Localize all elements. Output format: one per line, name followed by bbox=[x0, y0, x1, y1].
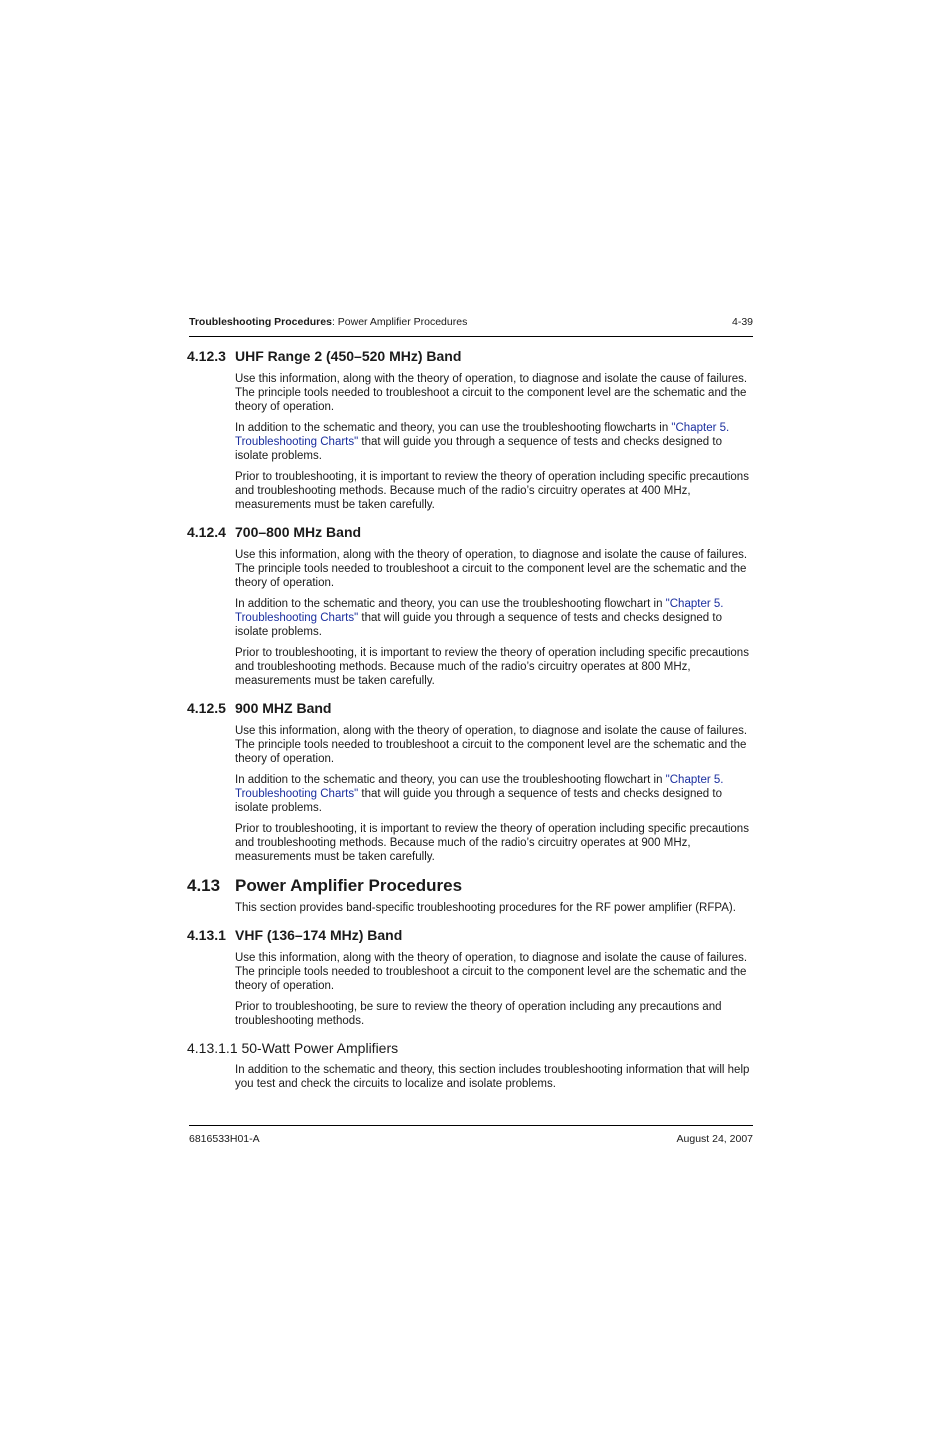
paragraph: This section provides band-specific troubleshooting procedures for the RF power amplifier (RFPA). bbox=[235, 902, 736, 914]
paragraph-text: In addition to the schematic and theory, you can use the troubleshooting flowcharts in bbox=[235, 422, 672, 434]
paragraph: Use this information, along with the theory of operation, to diagnose and isolate the cause of failures. The principle tools needed to troubleshoot a circuit to the component level are the schematic and the theory of operation. bbox=[235, 549, 748, 589]
page-header bbox=[189, 316, 753, 337]
page-content bbox=[187, 347, 755, 1091]
section-title: UHF Range 2 (450–520 MHz) Band bbox=[235, 348, 462, 364]
section-heading-4-13-1-1: 4.13.1.1 50-Watt Power Amplifiers bbox=[187, 1040, 399, 1056]
paragraph: Prior to troubleshooting, be sure to review the theory of operation including any precautions and troubleshooting methods. bbox=[235, 1001, 722, 1027]
paragraph: Use this information, along with the theory of operation, to diagnose and isolate the cause of failures. The principle tools needed to troubleshoot a circuit to the component level are the schematic and the theory of operation. bbox=[235, 725, 748, 765]
chapter-5-link[interactable]: "Chapter 5. Troubleshooting Charts" bbox=[235, 774, 724, 800]
paragraph-text: that will guide you through a sequence of tests and checks designed to isolate problems. bbox=[235, 436, 722, 462]
paragraph: Use this information, along with the theory of operation, to diagnose and isolate the cause of failures. The principle tools needed to troubleshoot a circuit to the component level are the schematic and the theory of operation. bbox=[235, 952, 748, 992]
section-number: 4.12.3 bbox=[187, 348, 226, 364]
section-title: VHF (136–174 MHz) Band bbox=[235, 927, 403, 943]
section-number: 4.12.4 bbox=[187, 524, 226, 540]
paragraph-text: that will guide you through a sequence of tests and checks designed to isolate problems. bbox=[235, 612, 722, 638]
header-subsection: : Power Amplifier Procedures bbox=[331, 316, 468, 328]
section-number: 4.13.1 bbox=[187, 927, 226, 943]
paragraph: Prior to troubleshooting, it is important to review the theory of operation including specific precautions and troubleshooting methods. Because much of the radio’s circuitry operates at 900 MHz, measurements must be taken carefully. bbox=[235, 823, 749, 863]
header-section: Troubleshooting Procedures bbox=[189, 316, 332, 328]
page-footer bbox=[189, 1125, 753, 1145]
paragraph bbox=[235, 773, 755, 815]
paragraph-text: In addition to the schematic and theory, you can use the troubleshooting flowchart in bbox=[235, 598, 666, 610]
section-heading-4-12-3 bbox=[187, 347, 755, 365]
section-title: 900 MHZ Band bbox=[235, 700, 332, 716]
section-number: 4.12.5 bbox=[187, 700, 226, 716]
paragraph-text: In addition to the schematic and theory, you can use the troubleshooting flowchart in bbox=[235, 774, 666, 786]
section-heading-4-13 bbox=[187, 876, 755, 896]
section-heading-4-13-1 bbox=[187, 926, 755, 944]
paragraph bbox=[235, 421, 755, 463]
section-title: 700–800 MHz Band bbox=[235, 524, 362, 540]
header-page-number: 4-39 bbox=[731, 316, 753, 328]
paragraph: Prior to troubleshooting, it is important to review the theory of operation including specific precautions and troubleshooting methods. Because much of the radio’s circuitry operates at 400 MHz, measurements must be taken carefully. bbox=[235, 471, 749, 511]
paragraph: Use this information, along with the theory of operation, to diagnose and isolate the cause of failures. The principle tools needed to troubleshoot a circuit to the component level are the schematic and the theory of operation. bbox=[235, 373, 748, 413]
chapter-5-link[interactable]: "Chapter 5. Troubleshooting Charts" bbox=[235, 422, 730, 448]
section-heading-4-12-4 bbox=[187, 523, 755, 541]
section-number: 4.13 bbox=[187, 876, 221, 895]
header-title bbox=[189, 316, 467, 328]
footer-date: August 24, 2007 bbox=[676, 1133, 753, 1145]
chapter-5-link[interactable]: "Chapter 5. Troubleshooting Charts" bbox=[235, 598, 724, 624]
section-title: Power Amplifier Procedures bbox=[235, 876, 463, 895]
paragraph: Prior to troubleshooting, it is important to review the theory of operation including specific precautions and troubleshooting methods. Because much of the radio’s circuitry operates at 800 MHz, measurements must be taken carefully. bbox=[235, 647, 749, 687]
footer-doc-id: 6816533H01-A bbox=[189, 1133, 260, 1145]
paragraph-text: that will guide you through a sequence of tests and checks designed to isolate problems. bbox=[235, 788, 722, 814]
paragraph bbox=[235, 597, 755, 639]
section-heading-4-12-5 bbox=[187, 699, 755, 717]
paragraph: In addition to the schematic and theory, this section includes troubleshooting information that will help you test and check the circuits to localize and isolate problems. bbox=[235, 1064, 750, 1090]
